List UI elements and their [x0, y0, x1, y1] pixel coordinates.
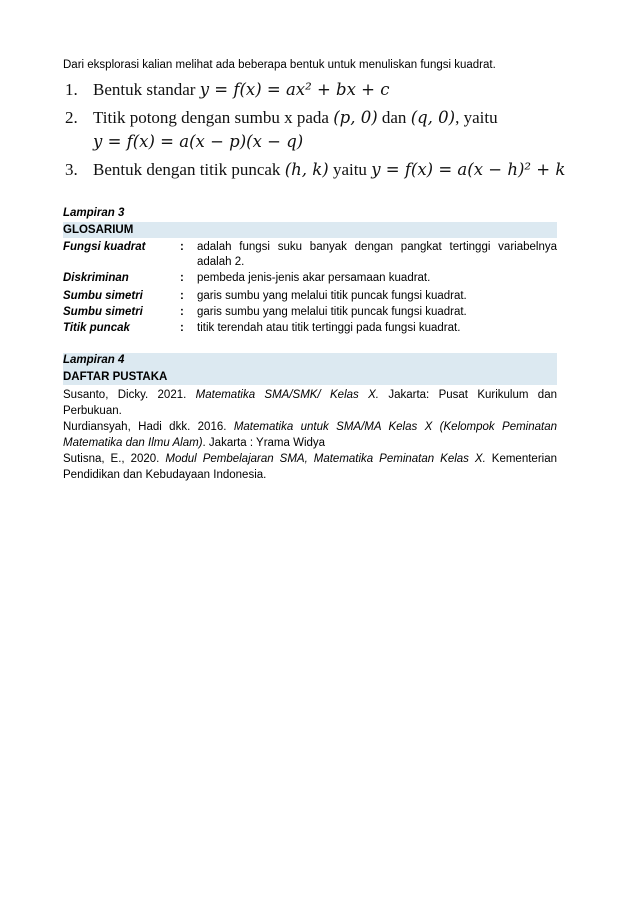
form-label: Titik potong dengan sumbu x pada: [93, 108, 329, 127]
reference-title: Matematika SMA/SMK/ Kelas X.: [195, 389, 379, 401]
glossary-colon: :: [180, 306, 184, 318]
glossary-definition: titik terendah atau titik tertinggi pada fungsi kuadrat.: [197, 322, 461, 334]
glossary-definition: garis sumbu yang melalui titik puncak fungsi kuadrat.: [197, 306, 467, 318]
glossary-definition: pembeda jenis-jenis akar persamaan kuadrat.: [197, 272, 431, 284]
reference-entry: Susanto, Dicky. 2021. Matematika SMA/SMK/ Kelas X. Jakarta: Pusat Kurikulum dan Perbukuan.: [63, 389, 557, 417]
reference-entry: Nurdiansyah, Hadi dkk. 2016. Matematika untuk SMA/MA Kelas X (Kelompok Peminatan Matematika dan Ilmu Alam). Jakarta : Yrama Widya: [63, 421, 557, 449]
lampiran-3-title: Lampiran 3: [63, 207, 125, 219]
references-header-band: [63, 353, 557, 385]
form-number: 2.: [65, 108, 78, 127]
glossary-header-band: [63, 222, 557, 238]
glossary-colon: :: [180, 290, 184, 302]
references-heading: DAFTAR PUSTAKA: [63, 371, 168, 383]
glossary-definition: garis sumbu yang melalui titik puncak fungsi kuadrat.: [197, 290, 467, 302]
form-label: Bentuk standar: [93, 80, 196, 99]
form-label: Bentuk dengan titik puncak: [93, 160, 281, 179]
glossary-heading: GLOSARIUM: [63, 224, 134, 236]
glossary-term: Sumbu simetri: [63, 290, 143, 302]
reference-title: Modul Pembelajaran SMA, Matematika Peminatan Kelas X.: [165, 453, 486, 465]
form-equation: y = f(x) = a(x − p)(x − q): [93, 132, 304, 151]
glossary-term: Diskriminan: [63, 272, 129, 284]
form-number: 3.: [65, 160, 78, 179]
glossary-term: Titik puncak: [63, 322, 130, 334]
glossary-colon: :: [180, 322, 184, 334]
glossary-term: Fungsi kuadrat: [63, 241, 146, 253]
form-equation: y = f(x) = a(x − h)² + k: [371, 160, 566, 179]
point-q: (q, 0): [410, 108, 456, 127]
glossary-colon: :: [180, 272, 184, 284]
reference-entry: Sutisna, E., 2020. Modul Pembelajaran SMA, Matematika Peminatan Kelas X. Kementerian Pendidikan dan Kebudayaan Indonesia.: [63, 453, 557, 481]
form-connector: dan: [381, 108, 407, 127]
form-equation: y = f(x) = ax² + bx + c: [199, 80, 390, 99]
glossary-term: Sumbu simetri: [63, 306, 143, 318]
form-connector: yaitu: [332, 160, 367, 179]
lampiran-4-title: Lampiran 4: [63, 354, 125, 366]
point-p: (p, 0): [333, 108, 378, 127]
reference-title: Matematika untuk SMA/MA Kelas X (Kelompok Peminatan Matematika dan Ilmu Alam): [63, 421, 557, 449]
glossary-colon: :: [180, 241, 184, 253]
glossary-definition: adalah fungsi suku banyak dengan pangkat tertinggi variabelnya adalah 2.: [197, 241, 557, 268]
intro-paragraph: Dari eksplorasi kalian melihat ada beberapa bentuk untuk menuliskan fungsi kuadrat.: [63, 59, 496, 71]
form-number: 1.: [65, 80, 78, 99]
form-connector-yaitu: , yaitu: [455, 108, 498, 127]
vertex-point: (h, k): [284, 160, 329, 179]
